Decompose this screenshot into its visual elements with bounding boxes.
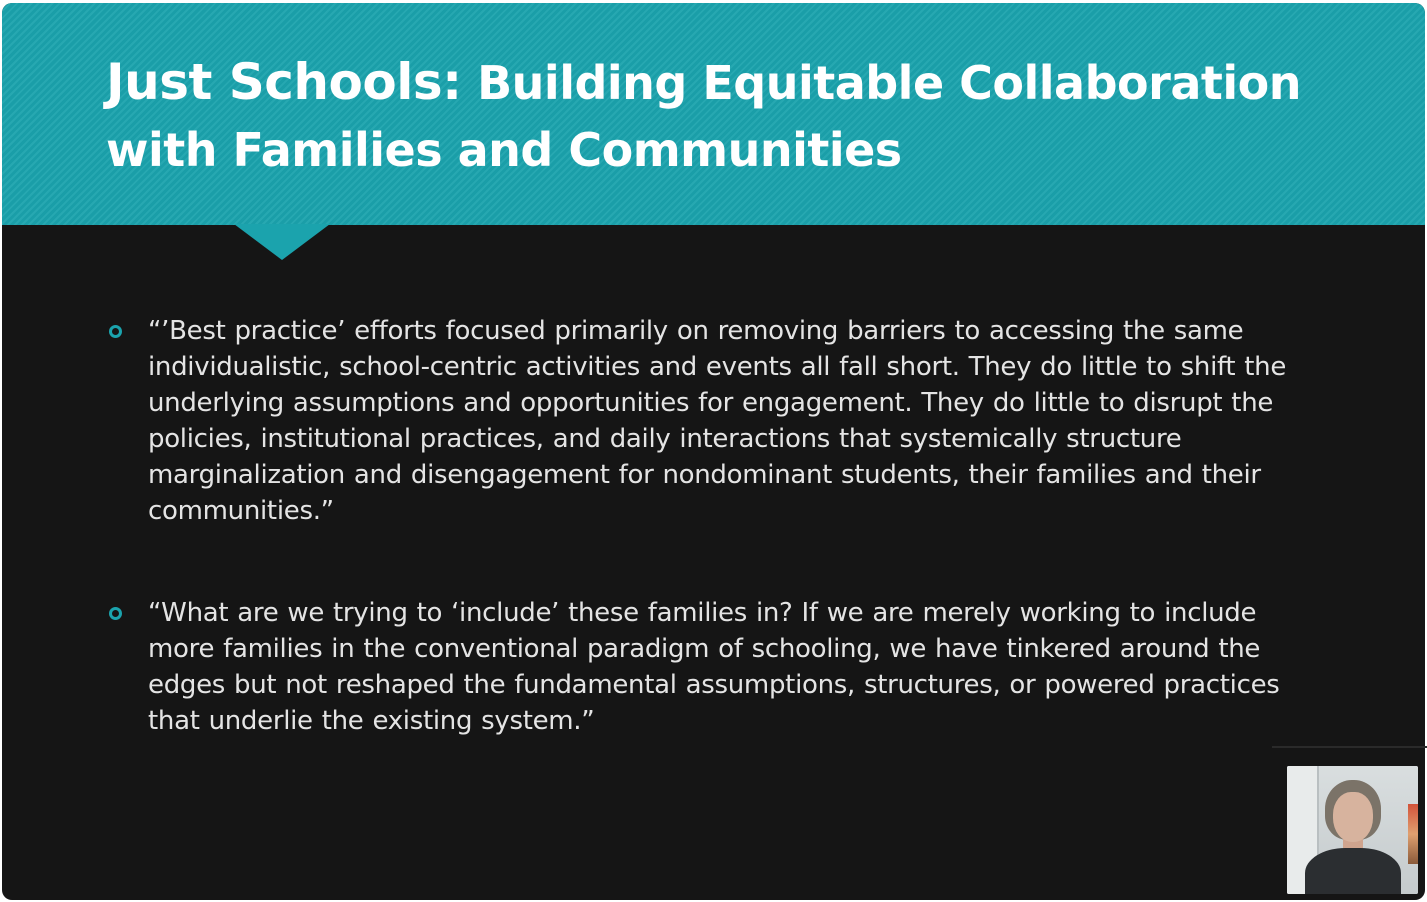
webcam-strip-divider xyxy=(1272,746,1427,748)
presentation-slide xyxy=(2,3,1425,900)
presenter-webcam-thumbnail[interactable] xyxy=(1287,766,1418,894)
hollow-circle-bullet-icon xyxy=(109,607,122,620)
slide-bullet-list xyxy=(107,313,1307,805)
hollow-circle-bullet-icon xyxy=(109,325,122,338)
presenter-body xyxy=(1305,848,1401,894)
header-pointer-notch xyxy=(234,224,330,260)
slide-title xyxy=(106,49,1366,184)
bullet-item xyxy=(107,313,1307,529)
slide-title-rest: Building Equitable Collaboration with Families and Communities xyxy=(106,56,1301,177)
bullet-item xyxy=(107,595,1307,739)
slide-title-lead: Just Schools: xyxy=(106,53,462,111)
bullet-quote-text: “’Best practice’ efforts focused primarily on removing barriers to accessing the same individualistic, school-centric activities and events all fall short. They do little to shift the underlying assumptions and opportunities for engagement. They do little to disrupt the policies, institutional practices, and daily interactions that systemically structure marginalization and disengagement for nondominant students, their families and their communities.” xyxy=(148,316,1287,526)
webcam-bookshelf xyxy=(1408,804,1418,864)
bullet-quote-text: “What are we trying to ‘include’ these families in? If we are merely working to include more families in the conventional paradigm of schooling, we have tinkered around the edges but not reshaped the fundamental assumptions, structures, or powered practices that underlie the existing system.” xyxy=(148,598,1280,736)
slide-header-band xyxy=(2,3,1425,225)
presenter-face xyxy=(1333,792,1373,842)
